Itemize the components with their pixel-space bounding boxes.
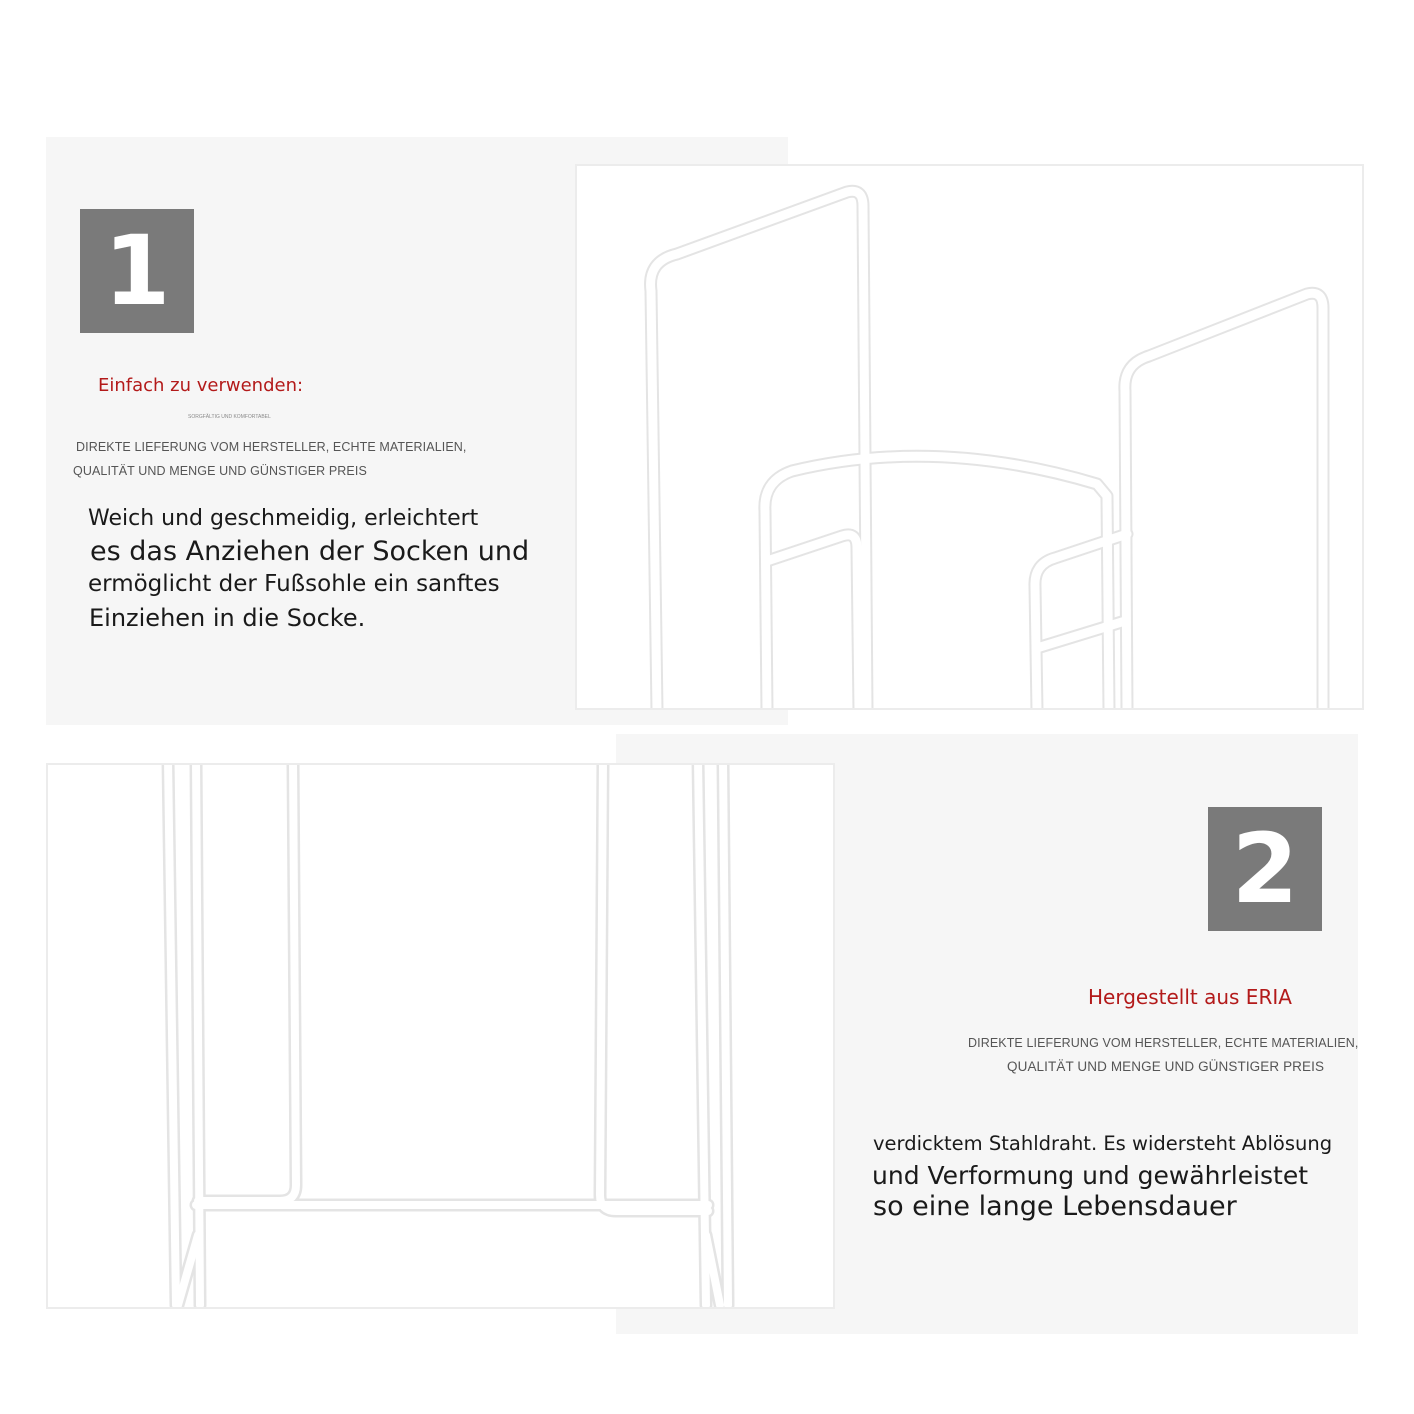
section-2-heading: Hergestellt aus ERIA bbox=[1088, 985, 1292, 1009]
section-1-info-line-2: QUALITÄT UND MENGE UND GÜNSTIGER PREIS bbox=[73, 464, 367, 478]
section-2-body-line-1: verdicktem Stahldraht. Es widersteht Ablösung bbox=[873, 1132, 1333, 1155]
section-1-body-line-2: es das Anziehen der Socken und bbox=[90, 536, 530, 567]
section-1-body-line-1: Weich und geschmeidig, erleichtert bbox=[88, 506, 479, 531]
section-1-body-line-3: ermöglicht der Fußsohle ein sanftes bbox=[88, 571, 500, 597]
sock-aid-photo-top bbox=[575, 164, 1364, 710]
section-2-body-line-2: und Verformung und gewährleistet bbox=[872, 1161, 1309, 1190]
section-1-tiny-caption: SORGFÄLTIG UND KOMFORTABEL bbox=[188, 414, 271, 420]
section-2-body-line-3: so eine lange Lebensdauer bbox=[873, 1191, 1237, 1222]
section-1-heading: Einfach zu verwenden: bbox=[98, 375, 304, 396]
section-1-body-line-4: Einziehen in die Socke. bbox=[89, 604, 366, 632]
number-badge-1: 1 bbox=[80, 209, 194, 333]
section-2-info-line-1: DIREKTE LIEFERUNG VOM HERSTELLER, ECHTE MATERIALIEN, bbox=[968, 1036, 1359, 1050]
sock-aid-photo-bottom bbox=[46, 763, 835, 1309]
wire-frame-top-illustration bbox=[577, 166, 1362, 708]
wire-frame-bottom-illustration bbox=[48, 765, 833, 1307]
section-2-info-line-2: QUALITÄT UND MENGE UND GÜNSTIGER PREIS bbox=[1007, 1059, 1325, 1074]
number-badge-2: 2 bbox=[1208, 807, 1322, 931]
section-1-info-line-1: DIREKTE LIEFERUNG VOM HERSTELLER, ECHTE MATERIALIEN, bbox=[76, 440, 467, 454]
